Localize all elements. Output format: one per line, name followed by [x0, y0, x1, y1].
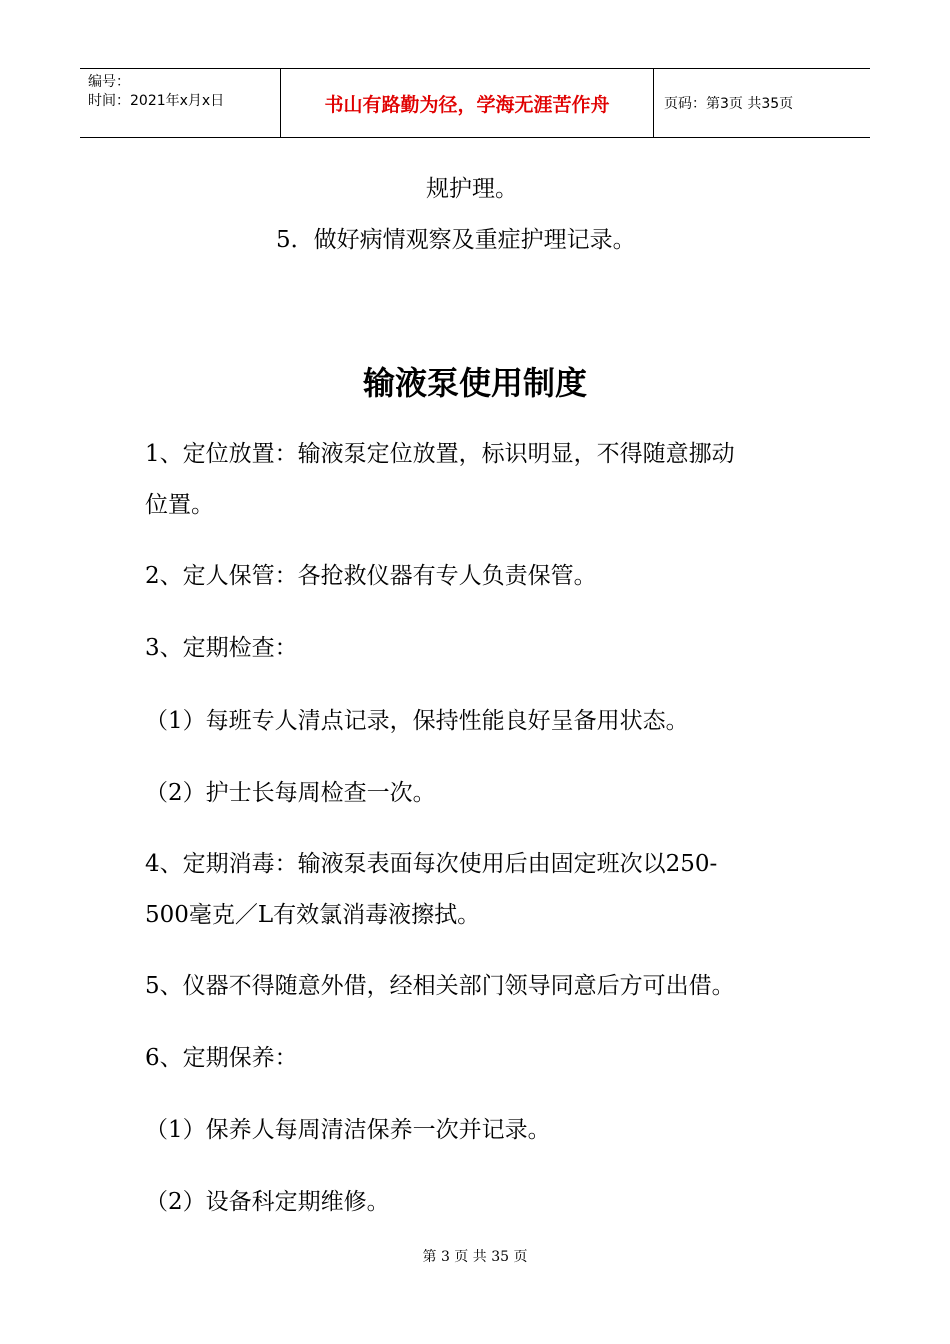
section-title: 输液泵使用制度: [362, 364, 587, 402]
continued-line: 规护理。: [426, 176, 518, 202]
header-number-label: 编号：: [88, 74, 130, 90]
paragraph-line: 3、定期检查：: [145, 635, 298, 661]
header-meta: [80, 69, 281, 137]
paragraph-line: 1、定位放置：输液泵定位放置，标识明显，不得随意挪动: [145, 441, 735, 467]
paragraph-line: （2）护士长每周检查一次。: [145, 780, 436, 806]
paragraph-line: 2、定人保管：各抢救仪器有专人负责保管。: [145, 563, 597, 589]
paragraph-line: （2）设备科定期维修。: [145, 1189, 390, 1215]
header-time-label: 时间：2021年x月x日: [88, 93, 225, 109]
page-header: [80, 68, 870, 138]
paragraph-line: （1）保养人每周清洁保养一次并记录。: [145, 1117, 551, 1143]
paragraph-line: 4、定期消毒：输液泵表面每次使用后由固定班次以250-: [145, 851, 718, 877]
paragraph-line: 6、定期保养：: [145, 1045, 298, 1071]
paragraph-line: 位置。: [145, 492, 214, 518]
page-footer: 第 3 页 共 35 页: [422, 1249, 528, 1265]
header-motto: 书山有路勤为径，学海无涯苦作舟: [281, 69, 654, 137]
paragraph-line: 5、仪器不得随意外借，经相关部门领导同意后方可出借。: [145, 973, 735, 999]
header-page-info: 页码：第3页 共35页: [664, 96, 794, 112]
paragraph-line: （1）每班专人清点记录，保持性能良好呈备用状态。: [145, 708, 689, 734]
item-5-line: 5．做好病情观察及重症护理记录。: [276, 227, 636, 253]
paragraph-line: 500毫克／L有效氯消毒液擦拭。: [145, 902, 481, 928]
